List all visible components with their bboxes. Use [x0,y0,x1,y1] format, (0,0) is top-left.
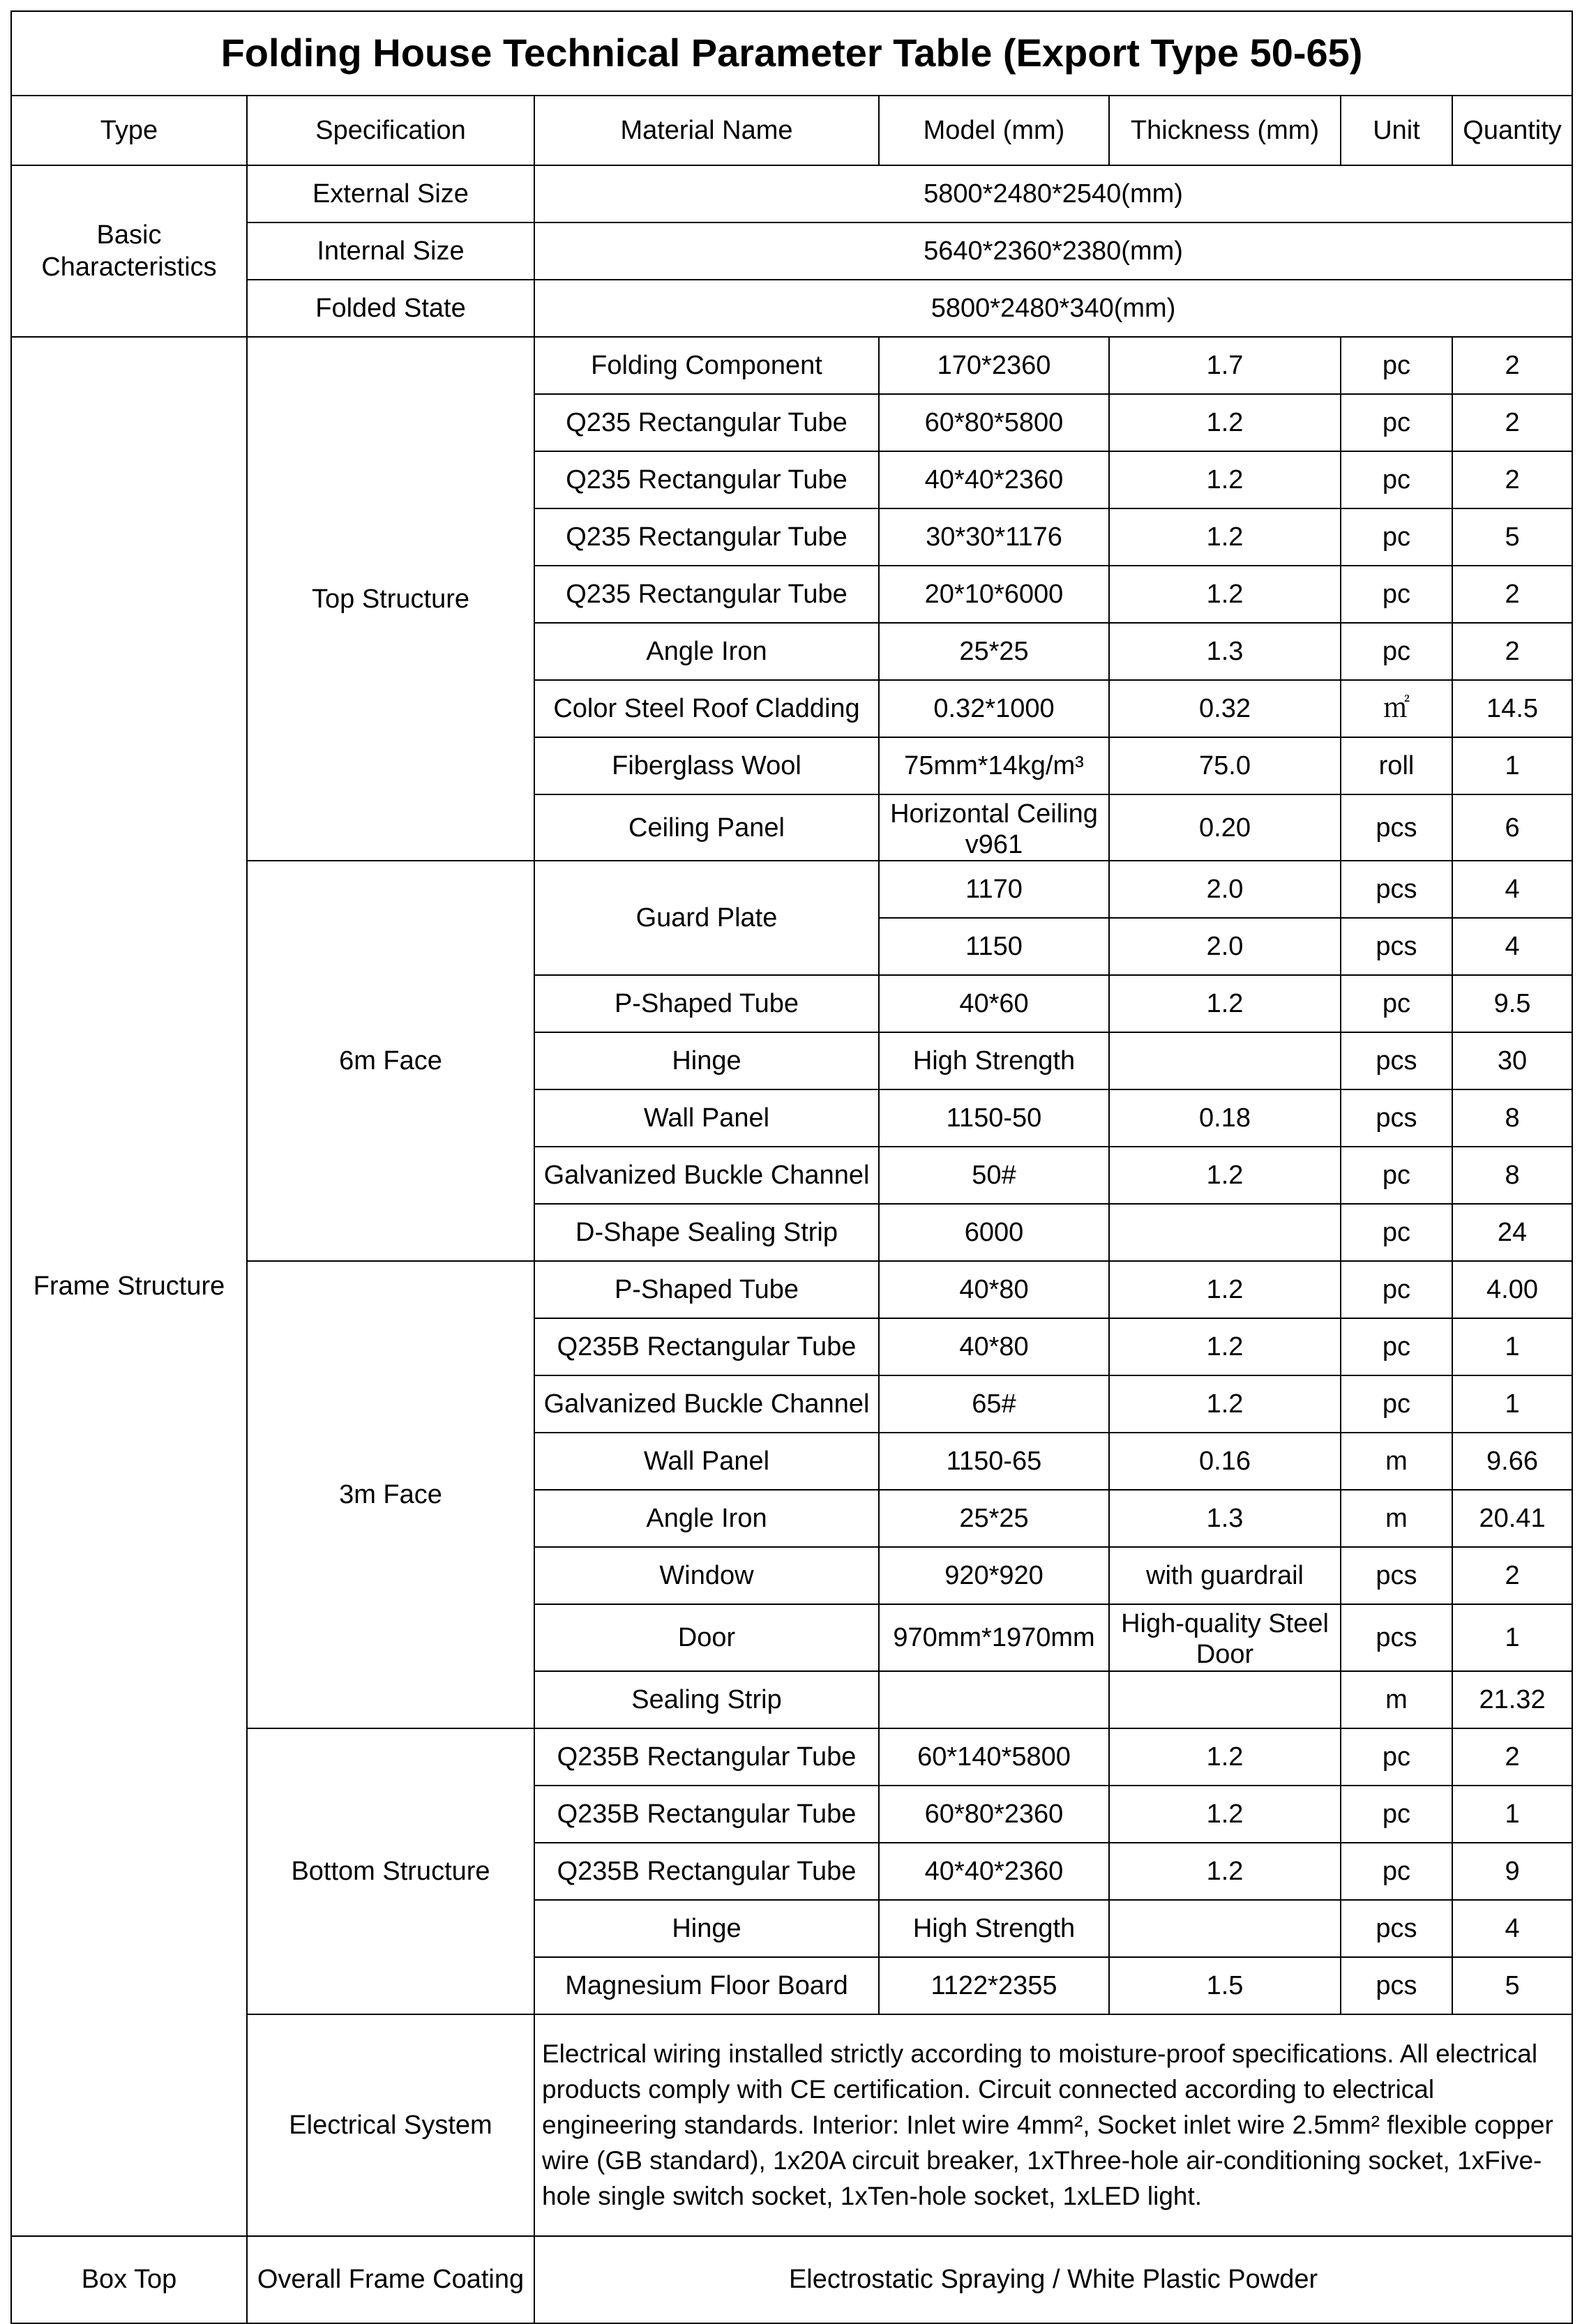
thickness-cell: 1.2 [1109,1786,1341,1843]
material-cell: Wall Panel [534,1089,879,1147]
model-cell: 60*80*2360 [879,1786,1109,1843]
model-cell: 40*80 [879,1318,1109,1375]
model-cell: 1150 [879,918,1109,975]
quantity-cell: 30 [1452,1032,1572,1089]
spec-cell: External Size [247,165,534,222]
thickness-cell: 0.32 [1109,680,1341,737]
thickness-cell: 1.2 [1109,975,1341,1032]
model-cell: 970mm*1970mm [879,1604,1109,1670]
quantity-cell: 2 [1452,623,1572,680]
header-model: Model (mm) [879,96,1109,165]
material-cell: P-Shaped Tube [534,1261,879,1318]
quantity-cell: 2 [1452,451,1572,508]
thickness-cell: 1.7 [1109,337,1341,394]
quantity-cell: 4 [1452,918,1572,975]
quantity-cell: 1 [1452,1375,1572,1433]
material-cell: Folding Component [534,337,879,394]
quantity-cell: 6 [1452,794,1572,861]
spec-cell: Bottom Structure [247,1728,534,2014]
model-cell: 40*80 [879,1261,1109,1318]
box-top-spec: Overall Frame Coating [247,2236,534,2323]
table-title: Folding House Technical Parameter Table (Export Type 50-65) [11,11,1572,96]
thickness-cell [1109,1671,1341,1728]
header-thickness: Thickness (mm) [1109,96,1341,165]
material-cell: P-Shaped Tube [534,975,879,1032]
quantity-cell: 5 [1452,1957,1572,2014]
spec-cell: 3m Face [247,1261,534,1728]
spec-cell: Internal Size [247,222,534,280]
unit-cell: pc [1341,1786,1452,1843]
unit-cell: ㎡ [1341,680,1452,737]
thickness-cell: 1.2 [1109,1728,1341,1786]
quantity-cell: 1 [1452,737,1572,794]
quantity-cell: 4.00 [1452,1261,1572,1318]
model-cell: 6000 [879,1204,1109,1261]
model-cell: 25*25 [879,1490,1109,1547]
thickness-cell: 1.3 [1109,623,1341,680]
unit-cell: pc [1341,975,1452,1032]
model-cell: 60*80*5800 [879,394,1109,451]
unit-cell: m [1341,1433,1452,1490]
table-row [11,165,1572,222]
thickness-cell: 0.20 [1109,794,1341,861]
unit-cell: pc [1341,566,1452,623]
quantity-cell: 21.32 [1452,1671,1572,1728]
value-cell: 5800*2480*340(mm) [534,280,1572,337]
header-quantity: Quantity [1452,96,1572,165]
quantity-cell: 8 [1452,1089,1572,1147]
material-cell: Guard Plate [534,861,879,975]
quantity-cell: 2 [1452,1547,1572,1604]
material-cell: Angle Iron [534,1490,879,1547]
unit-cell: pc [1341,1375,1452,1433]
material-cell: Sealing Strip [534,1671,879,1728]
thickness-cell: with guardrail [1109,1547,1341,1604]
unit-cell: pcs [1341,1089,1452,1147]
model-cell: 0.32*1000 [879,680,1109,737]
thickness-cell: 2.0 [1109,861,1341,918]
material-cell: Hinge [534,1032,879,1089]
spec-cell: 6m Face [247,861,534,1261]
thickness-cell: 1.2 [1109,1843,1341,1900]
thickness-cell: High-quality Steel Door [1109,1604,1341,1670]
model-cell: 40*40*2360 [879,451,1109,508]
thickness-cell [1109,1900,1341,1957]
model-cell: 1150-65 [879,1433,1109,1490]
material-cell: D-Shape Sealing Strip [534,1204,879,1261]
model-cell: 25*25 [879,623,1109,680]
value-cell: 5640*2360*2380(mm) [534,222,1572,280]
unit-cell: pcs [1341,861,1452,918]
spec-cell: Top Structure [247,337,534,861]
unit-cell: pc [1341,508,1452,566]
material-cell: Q235 Rectangular Tube [534,566,879,623]
material-cell: Wall Panel [534,1433,879,1490]
unit-cell: pcs [1341,794,1452,861]
material-cell: Galvanized Buckle Channel [534,1147,879,1204]
model-cell: 1170 [879,861,1109,918]
model-cell: 30*30*1176 [879,508,1109,566]
thickness-cell: 1.2 [1109,508,1341,566]
material-cell: Color Steel Roof Cladding [534,680,879,737]
quantity-cell: 4 [1452,1900,1572,1957]
model-cell: 65# [879,1375,1109,1433]
model-cell: 40*60 [879,975,1109,1032]
material-cell: Q235B Rectangular Tube [534,1728,879,1786]
thickness-cell: 1.2 [1109,1261,1341,1318]
material-cell: Door [534,1604,879,1670]
thickness-cell: 1.2 [1109,1375,1341,1433]
model-cell: Horizontal Ceiling v961 [879,794,1109,861]
thickness-cell: 1.2 [1109,451,1341,508]
quantity-cell: 9.5 [1452,975,1572,1032]
material-cell: Q235B Rectangular Tube [534,1843,879,1900]
quantity-cell: 24 [1452,1204,1572,1261]
unit-cell: pc [1341,1204,1452,1261]
thickness-cell: 0.16 [1109,1433,1341,1490]
material-cell: Window [534,1547,879,1604]
quantity-cell: 14.5 [1452,680,1572,737]
spec-cell: Electrical System [247,2014,534,2236]
material-cell: Galvanized Buckle Channel [534,1375,879,1433]
spec-cell: Folded State [247,280,534,337]
quantity-cell: 9 [1452,1843,1572,1900]
model-cell: 920*920 [879,1547,1109,1604]
material-cell: Q235 Rectangular Tube [534,451,879,508]
unit-cell: pc [1341,1843,1452,1900]
frame-type-cell: Frame Structure [11,337,247,2236]
model-cell: 170*2360 [879,337,1109,394]
material-cell: Q235B Rectangular Tube [534,1318,879,1375]
thickness-cell: 1.2 [1109,1318,1341,1375]
box-top-type: Box Top [11,2236,247,2323]
unit-cell: pc [1341,1728,1452,1786]
material-cell: Fiberglass Wool [534,737,879,794]
material-cell: Q235B Rectangular Tube [534,1786,879,1843]
quantity-cell: 1 [1452,1786,1572,1843]
thickness-cell: 2.0 [1109,918,1341,975]
material-cell: Hinge [534,1900,879,1957]
thickness-cell: 75.0 [1109,737,1341,794]
unit-cell: pcs [1341,1547,1452,1604]
material-cell: Q235 Rectangular Tube [534,394,879,451]
material-cell: Q235 Rectangular Tube [534,508,879,566]
quantity-cell: 2 [1452,337,1572,394]
model-cell: High Strength [879,1032,1109,1089]
quantity-cell: 2 [1452,1728,1572,1786]
value-cell: 5800*2480*2540(mm) [534,165,1572,222]
unit-cell: pc [1341,1318,1452,1375]
unit-cell: pc [1341,623,1452,680]
thickness-cell: 1.5 [1109,1957,1341,2014]
box-top-row [11,2236,1572,2323]
thickness-cell: 1.2 [1109,1147,1341,1204]
model-cell: 50# [879,1147,1109,1204]
quantity-cell: 8 [1452,1147,1572,1204]
thickness-cell: 1.2 [1109,566,1341,623]
model-cell: 20*10*6000 [879,566,1109,623]
quantity-cell: 9.66 [1452,1433,1572,1490]
unit-cell: pc [1341,1261,1452,1318]
parameter-table [10,10,1573,2324]
basic-type-cell: Basic Characteristics [11,165,247,337]
model-cell [879,1671,1109,1728]
unit-cell: m [1341,1490,1452,1547]
material-cell: Ceiling Panel [534,794,879,861]
material-cell: Angle Iron [534,623,879,680]
unit-cell: pcs [1341,1604,1452,1670]
model-cell: 75mm*14kg/m³ [879,737,1109,794]
header-row [11,96,1572,165]
header-type: Type [11,96,247,165]
unit-cell: pcs [1341,1957,1452,2014]
model-cell: 40*40*2360 [879,1843,1109,1900]
unit-cell: pcs [1341,1900,1452,1957]
unit-cell: m [1341,1671,1452,1728]
quantity-cell: 2 [1452,566,1572,623]
thickness-cell [1109,1204,1341,1261]
model-cell: 1150-50 [879,1089,1109,1147]
thickness-cell [1109,1032,1341,1089]
quantity-cell: 20.41 [1452,1490,1572,1547]
header-unit: Unit [1341,96,1452,165]
unit-cell: pc [1341,337,1452,394]
thickness-cell: 1.3 [1109,1490,1341,1547]
material-cell: Magnesium Floor Board [534,1957,879,2014]
thickness-cell: 0.18 [1109,1089,1341,1147]
thickness-cell: 1.2 [1109,394,1341,451]
unit-cell: roll [1341,737,1452,794]
unit-cell: pc [1341,1147,1452,1204]
header-specification: Specification [247,96,534,165]
unit-cell: pcs [1341,1032,1452,1089]
quantity-cell: 2 [1452,394,1572,451]
quantity-cell: 4 [1452,861,1572,918]
box-top-value: Electrostatic Spraying / White Plastic Powder [534,2236,1572,2323]
model-cell: High Strength [879,1900,1109,1957]
electrical-text-cell: Electrical wiring installed strictly according to moisture-proof specifications. All electrical products comply with CE certification. Circuit connected according to electrical engineering standards. Interior: Inlet wire 4mm², Socket inlet wire 2.5mm² flexible copper wire (GB standard), 1x20A circuit breaker, 1xThree-hole air-conditioning socket, 1xFive-hole single switch socket, 1xTen-hole socket, 1xLED light. [534,2014,1572,2236]
model-cell: 1122*2355 [879,1957,1109,2014]
model-cell: 60*140*5800 [879,1728,1109,1786]
quantity-cell: 5 [1452,508,1572,566]
table-row [11,337,1572,394]
quantity-cell: 1 [1452,1604,1572,1670]
unit-cell: pc [1341,394,1452,451]
unit-cell: pcs [1341,918,1452,975]
unit-cell: pc [1341,451,1452,508]
quantity-cell: 1 [1452,1318,1572,1375]
header-material: Material Name [534,96,879,165]
